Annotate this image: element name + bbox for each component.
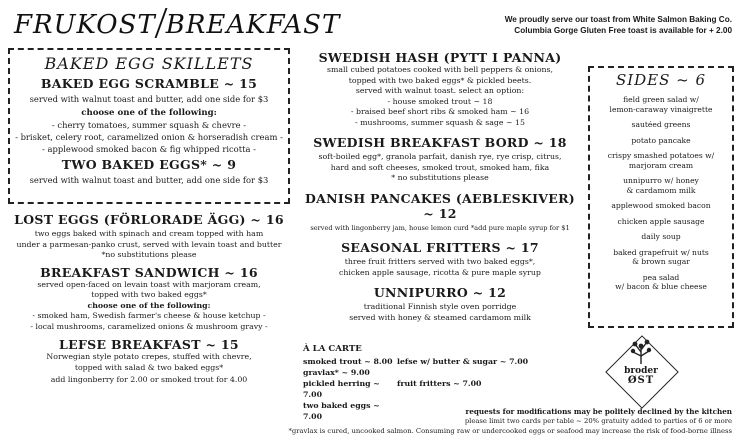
lost-eggs-title: LOST EGGS (FÖRLORADE ÄGG) ~ 16 (14, 212, 284, 227)
side-item: daily soup (641, 232, 681, 241)
two-eggs-desc: served with walnut toast and butter, add one side for $3 (29, 175, 269, 185)
side-item: chicken apple sausage (617, 216, 705, 226)
scramble-choose: choose one of the following: (81, 108, 217, 118)
scramble-title: BAKED EGG SCRAMBLE ~ 15 (40, 76, 258, 91)
carte-item: gravlax* ~ 9.00 (303, 368, 370, 377)
footer-cards: please limit two cards per table ~ 20% gratuity added to parties of 6 or more (464, 417, 732, 425)
footer-modifications: requests for modifications may be politely declined by the kitchen (465, 407, 732, 416)
carte-item: lefse w/ butter & sugar ~ 7.00 (397, 357, 529, 366)
toast-line-2: Columbia Gorge Gluten Free toast is available for + 2.00 (514, 26, 732, 35)
side-item: potato pancake (631, 135, 691, 145)
bord-title: SWEDISH BREAKFAST BORD ~ 18 (313, 135, 567, 150)
a-la-carte-heading: À LA CARTE (303, 344, 362, 354)
toast-note (432, 14, 732, 36)
lost-eggs-note: *no substitutions please (101, 250, 197, 259)
side-item: field green salad w/ (623, 95, 699, 104)
lefse-desc: topped with salad & two baked eggs* (74, 362, 224, 372)
unnipurro-desc: served with honey & steamed cardamom milk (349, 312, 531, 322)
middle-column (300, 50, 580, 323)
sides-list (590, 95, 732, 292)
skillets-heading: BAKED EGG SKILLETS (44, 54, 254, 73)
bord-desc: hard and soft cheeses, smoked trout, smoked ham, fika (330, 162, 550, 172)
lost-eggs-desc: two eggs baked with spinach and cream topped with ham (34, 229, 264, 238)
sandwich-desc: served open-faced on levain toast with marjoram cream, (37, 279, 261, 289)
hash-option: - house smoked trout ~ 18 (387, 96, 493, 106)
side-item: applewood smoked bacon (611, 201, 711, 210)
title-swedish: FRUKOST (14, 10, 156, 40)
scramble-option: - applewood smoked bacon & fig whipped ricotta - (42, 144, 256, 154)
sandwich-desc: topped with two baked eggs* (91, 290, 207, 299)
side-item: pea salad (642, 272, 680, 282)
hash-title: SWEDISH HASH (PYTT I PANNA) (318, 50, 562, 65)
hash-desc: small cubed potatoes cooked with bell peppers & onions, (326, 65, 554, 74)
pancakes-desc: served with lingonberry jam, house lemon curd *add pure maple syrup for $1 (310, 223, 570, 232)
lefse-addons: add lingonberry for 2.00 or smoked trout for 4.00 (50, 375, 248, 384)
logo-line-2: ØST (627, 375, 655, 386)
pancakes-title: DANISH PANCAKES (AEBLESKIVER) ~ 12 (304, 190, 576, 221)
side-item: crispy smashed potatoes w/ (607, 151, 715, 160)
scramble-option: - cherry tomatoes, summer squash & chevre - (51, 120, 247, 130)
hash-option: - braised beef short ribs & smoked ham ~ 16 (350, 107, 530, 116)
carte-item: fruit fritters ~ 7.00 (397, 379, 482, 388)
sandwich-option: - smoked ham, Swedish farmer's cheese & house ketchup - (32, 311, 266, 320)
side-item: & brown sugar (632, 257, 690, 266)
side-item: unnipurro w/ honey (623, 176, 699, 185)
carte-item: smoked trout ~ 8.00 (303, 357, 393, 366)
bord-note: * no substitutions please (391, 173, 489, 182)
side-item: w/ bacon & blue cheese (615, 282, 707, 291)
sandwich-choose: choose one of the following: (87, 300, 211, 310)
carte-item: two baked eggs ~ 7.00 (303, 401, 380, 421)
sandwich-option: - local mushrooms, caramelized onions & mushroom gravy - (30, 321, 268, 331)
footer-warning: *gravlax is cured, uncooked salmon. Consuming raw or undercooked eggs or seafood may increase the risk of food-borne illness (288, 427, 732, 435)
side-item: lemon-caraway vinaigrette (609, 104, 713, 114)
fritters-desc: chicken apple sausage, ricotta & pure maple syrup (339, 267, 541, 277)
fritters-title: SEASONAL FRITTERS ~ 17 (341, 240, 539, 255)
unnipurro-title: UNNIPURRO ~ 12 (373, 285, 507, 300)
toast-line-1: We proudly serve our toast from White Salmon Baking Co. (504, 15, 732, 24)
sandwich-title: BREAKFAST SANDWICH ~ 16 (40, 264, 258, 280)
title-english: BREAKFAST (165, 10, 341, 40)
lefse-title: LEFSE BREAKFAST ~ 15 (59, 337, 239, 352)
side-item: baked grapefruit w/ nuts (613, 247, 709, 257)
sides-box (588, 66, 734, 328)
logo-line-1: broder (624, 366, 658, 376)
bord-desc: soft-boiled egg*, granola parfait, danish rye, rye crisp, citrus, (318, 152, 562, 161)
menu-title (14, 8, 340, 40)
lefse-desc: Norwegian style potato crepes, stuffed with chevre, (46, 352, 252, 361)
hash-desc: served with walnut toast. select an option: (355, 86, 525, 95)
side-item: & cardamom milk (626, 185, 696, 195)
scramble-desc: served with walnut toast and butter, add one side for $3 (29, 94, 269, 104)
lost-eggs-desc: under a parmesan-panko crust, served with levain toast and butter (16, 239, 282, 249)
tree-icon (629, 338, 653, 364)
side-item: sautéed greens (631, 120, 691, 129)
logo-text (608, 366, 674, 386)
carte-item: pickled herring ~ 7.00 (303, 379, 380, 399)
skillets-box (8, 48, 290, 204)
sides-heading: SIDES ~ 6 (615, 71, 707, 89)
scramble-option: - brisket, celery root, caramelized onion & horseradish cream - (15, 132, 283, 142)
hash-desc: topped with two baked eggs* & pickled beets. (348, 75, 532, 85)
side-item: marjoram cream (628, 160, 694, 170)
fritters-desc: three fruit fritters served with two baked eggs*, (344, 257, 536, 266)
two-eggs-title: TWO BAKED EGGS* ~ 9 (61, 157, 237, 172)
left-column (8, 212, 290, 386)
unnipurro-desc: traditional Finnish style oven porridge (363, 302, 517, 311)
hash-option: - mushrooms, summer squash & sage ~ 15 (355, 117, 525, 127)
